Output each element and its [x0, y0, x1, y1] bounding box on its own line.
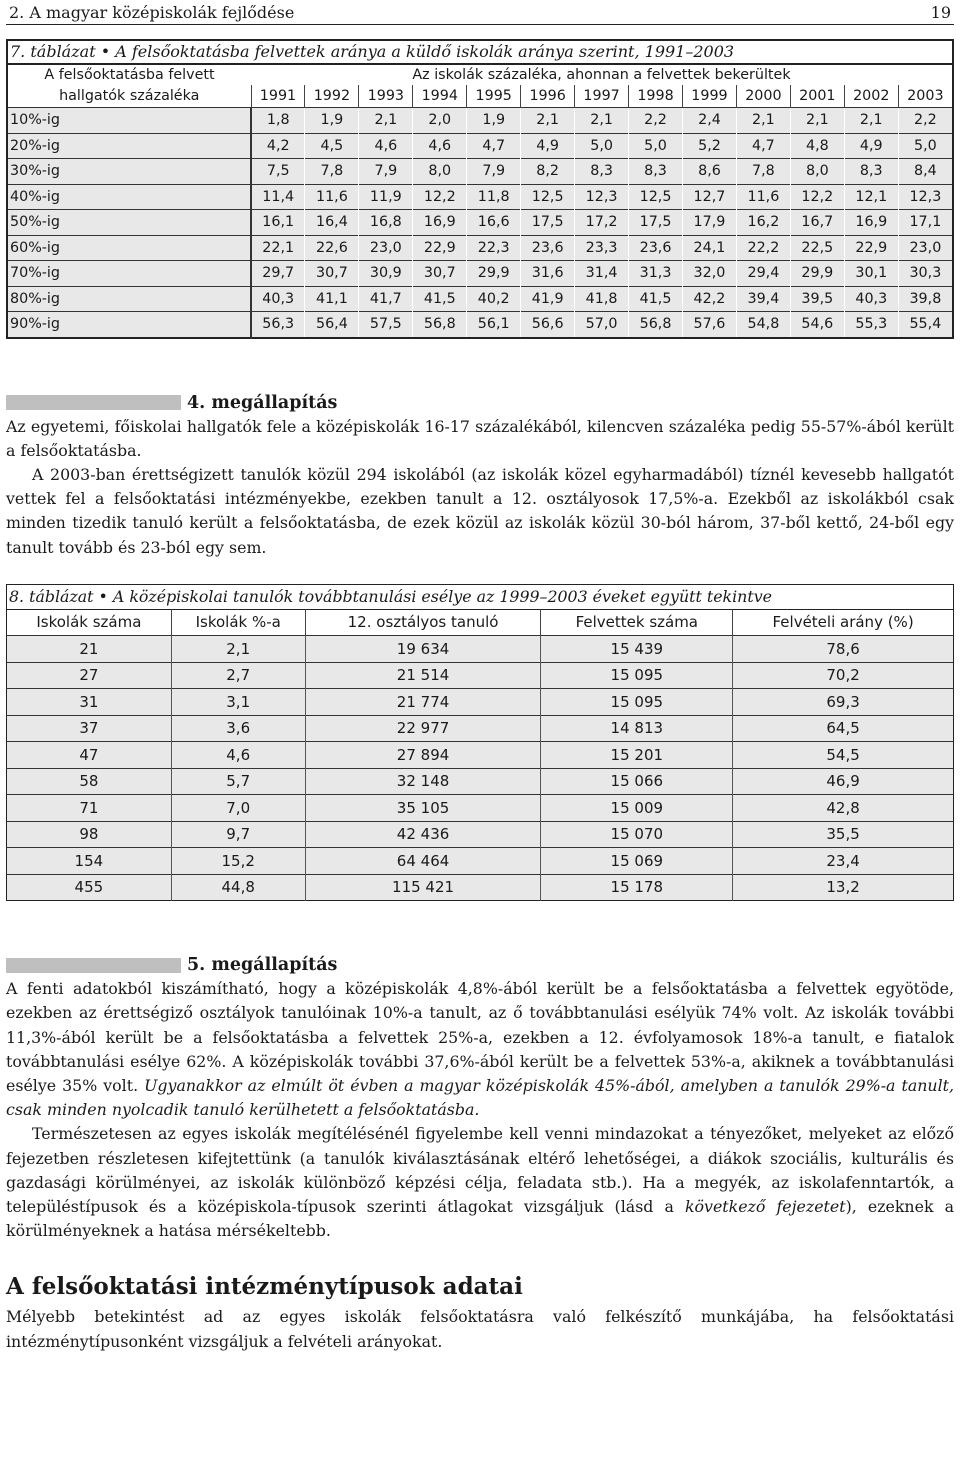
row-header-line2: hallgatók százaléka: [59, 88, 200, 104]
finding-5-p1-italic: Ugyanakkor az elmúlt öt évben a magyar középiskolák 45%-ából, amelyben a tanulók 29%-a tanult, csak minden nyolcadik tanuló kerülhetett a felsőoktatásba.: [6, 1076, 955, 1120]
year-header: 1995: [467, 85, 521, 108]
table-cell: 40,3: [844, 286, 898, 312]
table-cell: 2,1: [171, 636, 305, 663]
table-cell: 14 813: [541, 715, 733, 742]
table-7-caption: 7. táblázat • A felsőoktatásba felvettek aránya a küldő iskolák aránya szerint, 1991–2003: [6, 39, 954, 63]
table-cell: 42,8: [733, 795, 954, 822]
table-cell: 12,2: [413, 184, 467, 210]
column-header: Iskolák száma: [36, 613, 142, 632]
table-cell: 11,6: [305, 184, 359, 210]
column-header: Felvettek száma: [541, 609, 733, 636]
table-cell: 64,5: [733, 715, 954, 742]
table-cell: 5,2: [683, 133, 737, 159]
table-cell: 23,0: [898, 235, 953, 261]
table-cell: 23,0: [359, 235, 413, 261]
table-cell: 17,2: [575, 210, 629, 236]
table-cell: 31,6: [521, 261, 575, 287]
table-cell: 23,4: [733, 848, 954, 875]
table-cell: 71: [7, 795, 172, 822]
table-cell: 40,2: [467, 286, 521, 312]
table-row: [7, 286, 953, 312]
table-cell: 13,2: [733, 874, 954, 901]
table-cell: 57,6: [683, 312, 737, 338]
table-cell: 4,5: [305, 133, 359, 159]
table-cell: 12,5: [521, 184, 575, 210]
table-cell: 56,8: [413, 312, 467, 338]
table-cell: 57,5: [359, 312, 413, 338]
table-cell: 30,7: [305, 261, 359, 287]
table-cell: 4,8: [790, 133, 844, 159]
finding-4: [6, 391, 954, 560]
year-header: 2001: [790, 85, 844, 108]
table-row: [7, 715, 954, 742]
table-cell: 4,9: [521, 133, 575, 159]
chapter-title: 2. A magyar középiskolák fejlődése: [9, 2, 295, 22]
table-cell: 2,7: [171, 662, 305, 689]
table-cell: 5,7: [171, 768, 305, 795]
finding-5: [6, 953, 954, 1243]
table-cell: 17,5: [521, 210, 575, 236]
heading-bar: [6, 395, 181, 410]
table-cell: 11,4: [251, 184, 305, 210]
table-cell: 54,6: [790, 312, 844, 338]
table-cell: 8,0: [413, 159, 467, 185]
table-cell: 2,0: [413, 108, 467, 134]
table-cell: 1,9: [305, 108, 359, 134]
table-cell: 39,5: [790, 286, 844, 312]
table-cell: 41,5: [413, 286, 467, 312]
table-8: [6, 584, 954, 902]
table-cell: 42 436: [305, 821, 541, 848]
table-cell: 22,1: [251, 235, 305, 261]
table-row: [7, 848, 954, 875]
row-label: 10%-ig: [7, 108, 251, 134]
table-row: [7, 689, 954, 716]
table-row: [7, 662, 954, 689]
section-paragraph: Mélyebb betekintést ad az egyes iskolák felsőoktatásra való felkészítő munkájába, ha felsőoktatási intézménytípusonként vizsgáljuk a felvételi arányokat.: [6, 1307, 954, 1351]
document-page: [6, 0, 954, 1354]
table-cell: 3,1: [171, 689, 305, 716]
table-cell: 23,6: [521, 235, 575, 261]
table-cell: 29,7: [251, 261, 305, 287]
row-label: 30%-ig: [7, 159, 251, 185]
heading-bar: [6, 958, 181, 973]
table-cell: 115 421: [305, 874, 541, 901]
finding-4-heading: [6, 391, 954, 415]
row-label: 90%-ig: [7, 312, 251, 338]
table-cell: 17,9: [683, 210, 737, 236]
table-cell: 8,2: [521, 159, 575, 185]
table-cell: 4,7: [467, 133, 521, 159]
row-label: 60%-ig: [7, 235, 251, 261]
table-cell: 2,4: [683, 108, 737, 134]
table-cell: 16,2: [736, 210, 790, 236]
table-cell: 39,8: [898, 286, 953, 312]
table-cell: 31,4: [575, 261, 629, 287]
table-cell: 15 069: [541, 848, 733, 875]
table-cell: 35,5: [733, 821, 954, 848]
table-cell: 30,9: [359, 261, 413, 287]
table-cell: 8,3: [575, 159, 629, 185]
table-cell: 31,3: [629, 261, 683, 287]
table-cell: 8,0: [790, 159, 844, 185]
finding-5-paragraph-2: [6, 1122, 954, 1243]
table-cell: 23,6: [629, 235, 683, 261]
table-cell: 15 066: [541, 768, 733, 795]
table-cell: 41,7: [359, 286, 413, 312]
table-row: [7, 312, 953, 338]
table-cell: 56,3: [251, 312, 305, 338]
table-cell: 15 009: [541, 795, 733, 822]
table-cell: 64 464: [305, 848, 541, 875]
table-cell: 55,4: [898, 312, 953, 338]
table-cell: 55,3: [844, 312, 898, 338]
table-cell: 44,8: [171, 874, 305, 901]
table-cell: 54,8: [736, 312, 790, 338]
table-cell: 54,5: [733, 742, 954, 769]
table-row: [7, 742, 954, 769]
table-cell: 7,8: [736, 159, 790, 185]
table-cell: 17,5: [629, 210, 683, 236]
table-cell: 5,0: [898, 133, 953, 159]
table-cell: 31: [7, 689, 172, 716]
table-cell: 12,3: [575, 184, 629, 210]
table-cell: 22 977: [305, 715, 541, 742]
table-cell: 15 095: [541, 662, 733, 689]
table-cell: 16,8: [359, 210, 413, 236]
table-cell: 35 105: [305, 795, 541, 822]
table-cell: 2,1: [359, 108, 413, 134]
table-cell: 27 894: [305, 742, 541, 769]
table-cell: 16,9: [844, 210, 898, 236]
row-header-line1: A felsőoktatásba felvett: [44, 67, 215, 83]
year-header: 1996: [521, 85, 575, 108]
table-cell: 16,7: [790, 210, 844, 236]
table-cell: 2,1: [521, 108, 575, 134]
table-cell: 58: [7, 768, 172, 795]
year-header: 1994: [413, 85, 467, 108]
table-cell: 22,9: [413, 235, 467, 261]
page-number: 19: [930, 2, 951, 22]
col-group-header: Az iskolák százaléka, ahonnan a felvettek bekerültek: [412, 67, 791, 83]
table-cell: 17,1: [898, 210, 953, 236]
year-header: 1997: [575, 85, 629, 108]
table-cell: 7,9: [467, 159, 521, 185]
table-cell: 42,2: [683, 286, 737, 312]
row-label: 50%-ig: [7, 210, 251, 236]
table-cell: 2,1: [844, 108, 898, 134]
table-cell: 22,6: [305, 235, 359, 261]
table-cell: 12,2: [790, 184, 844, 210]
table-row: [7, 235, 953, 261]
table-cell: 57,0: [575, 312, 629, 338]
table-cell: 32 148: [305, 768, 541, 795]
row-label: 70%-ig: [7, 261, 251, 287]
year-header: 2002: [844, 85, 898, 108]
table-cell: 15 201: [541, 742, 733, 769]
column-header: 12. osztályos tanuló: [305, 609, 541, 636]
table-cell: 56,4: [305, 312, 359, 338]
year-header: 2000: [736, 85, 790, 108]
table-cell: 22,5: [790, 235, 844, 261]
table-cell: 21: [7, 636, 172, 663]
finding-5-p2-tail: ), ezeknek a körülményeknek a hatása mérsékeltebb.: [6, 1197, 954, 1241]
table-cell: 16,4: [305, 210, 359, 236]
table-row: [7, 874, 954, 901]
finding-5-title: 5. megállapítás: [187, 955, 338, 976]
table-cell: 56,6: [521, 312, 575, 338]
table-row: [7, 795, 954, 822]
running-header: [6, 0, 954, 25]
column-header: Iskolák %-a: [171, 609, 305, 636]
finding-4-paragraph-2: A 2003-ban érettségizett tanulók közül 294 iskolából (az iskolák közel egyharmadából) tíznél kevesebb hallgatót vettek fel a felsőoktatási intézményekbe, ezekben tanult a 12. osztályosok 17,5%-a. Ezekből az iskolákból csak minden tizedik tanuló került a felsőoktatásba, de ezek közül az iskolák közül 30-ból három, 37-ből kettő, 24-ből egy tanult tovább és 23-ból egy sem.: [6, 464, 954, 557]
table-cell: 23,3: [575, 235, 629, 261]
finding-5-paragraph-1: [6, 977, 954, 1122]
table-cell: 7,5: [251, 159, 305, 185]
table-cell: 4,9: [844, 133, 898, 159]
table-cell: 30,1: [844, 261, 898, 287]
table-cell: 2,1: [575, 108, 629, 134]
table-cell: 3,6: [171, 715, 305, 742]
table-cell: 21 514: [305, 662, 541, 689]
table-cell: 41,1: [305, 286, 359, 312]
table-row: [7, 159, 953, 185]
year-header: 1998: [629, 85, 683, 108]
table-cell: 1,8: [251, 108, 305, 134]
finding-4-paragraph-1: Az egyetemi, főiskolai hallgatók fele a középiskolák 16-17 százalékából, kilencven százaléka pedig 55-57%-ából került a felsőoktatásba.: [6, 416, 954, 460]
table-cell: 15 439: [541, 636, 733, 663]
table-cell: 9,7: [171, 821, 305, 848]
table-cell: 15 095: [541, 689, 733, 716]
finding-5-p2-text: Természetesen az egyes iskolák megítélésénél figyelembe kell venni mindazokat a tényezőket, melyeket az előző fejezetben részletesen kifejtettünk (a tanulók kiválasztásának eltérő lehetőségei, a diákok szociális, kulturális és gazdasági körülményei, az iskolák különböző képzési célja, feladata stb.). Ha a megyék, az iskolafenntartók, a településtípusok és a középiskola-típusok szerinti átlagokat vizsgáljuk (lásd a: [6, 1124, 954, 1217]
table-row: [7, 768, 954, 795]
row-label: 80%-ig: [7, 286, 251, 312]
table-cell: 4,2: [251, 133, 305, 159]
table-cell: 32,0: [683, 261, 737, 287]
table-cell: 56,1: [467, 312, 521, 338]
table-cell: 46,9: [733, 768, 954, 795]
table-cell: 78,6: [733, 636, 954, 663]
table-cell: 41,9: [521, 286, 575, 312]
table-cell: 30,7: [413, 261, 467, 287]
table-row: [7, 636, 954, 663]
table-cell: 30,3: [898, 261, 953, 287]
table-cell: 24,1: [683, 235, 737, 261]
table-cell: 29,4: [736, 261, 790, 287]
table-cell: 29,9: [790, 261, 844, 287]
table-cell: 12,1: [844, 184, 898, 210]
table-cell: 8,3: [844, 159, 898, 185]
finding-4-title: 4. megállapítás: [187, 392, 338, 413]
table-cell: 8,4: [898, 159, 953, 185]
table-row: [7, 261, 953, 287]
table-cell: 37: [7, 715, 172, 742]
table-cell: 39,4: [736, 286, 790, 312]
table-cell: 4,6: [413, 133, 467, 159]
table-cell: 12,5: [629, 184, 683, 210]
table-cell: 22,3: [467, 235, 521, 261]
column-header: Felvételi arány (%): [733, 609, 954, 636]
table-cell: 15 070: [541, 821, 733, 848]
table-cell: 1,9: [467, 108, 521, 134]
table-cell: 12,7: [683, 184, 737, 210]
table-cell: 47: [7, 742, 172, 769]
table-cell: 8,3: [629, 159, 683, 185]
table-cell: 2,2: [898, 108, 953, 134]
table-cell: 41,5: [629, 286, 683, 312]
table-cell: 19 634: [305, 636, 541, 663]
table-cell: 27: [7, 662, 172, 689]
table-cell: 16,9: [413, 210, 467, 236]
year-header: 1999: [683, 85, 737, 108]
table-cell: 22,2: [736, 235, 790, 261]
table-cell: 22,9: [844, 235, 898, 261]
table-cell: 11,8: [467, 184, 521, 210]
table-8-caption: 8. táblázat • A középiskolai tanulók továbbtanulási esélye az 1999–2003 éveket együtt tekintve: [6, 584, 954, 609]
table-cell: 11,6: [736, 184, 790, 210]
table-cell: 2,1: [736, 108, 790, 134]
table-row: [7, 184, 953, 210]
finding-5-p1-text: A fenti adatokból kiszámítható, hogy a középiskolák 4,8%-ából került be a felsőoktatásba a felvettek egyötöde, ezekben az érettségiző osztályok tanulóinak 10%-a tanult, az ő továbbtanulási esélyük 74% volt. Az iskolák további 11,3%-ából került be a felsőoktatásba a felvettek 25%-a, ezekben a 12. évfolyamosok 18%-a tanult, e fiatalok továbbtanulási esélye 62%. A középiskolák további 37,6%-ából került be a felvettek 53%-a, akiknek a továbbtanulási esélye 35% volt.: [6, 979, 954, 1096]
table-row: [7, 821, 954, 848]
table-cell: 56,8: [629, 312, 683, 338]
table-cell: 16,1: [251, 210, 305, 236]
table-cell: 16,6: [467, 210, 521, 236]
table-cell: 7,0: [171, 795, 305, 822]
table-cell: 5,0: [575, 133, 629, 159]
table-cell: 8,6: [683, 159, 737, 185]
table-cell: 7,9: [359, 159, 413, 185]
year-header: 2003: [898, 85, 953, 108]
year-header: 1993: [359, 85, 413, 108]
row-label: 20%-ig: [7, 133, 251, 159]
year-header: 1992: [305, 85, 359, 108]
finding-5-p2-italic: következő fejezetet: [684, 1197, 846, 1217]
table-cell: 15,2: [171, 848, 305, 875]
table-cell: 455: [7, 874, 172, 901]
table-row: [7, 210, 953, 236]
table-7: [6, 39, 954, 339]
table-cell: 4,6: [171, 742, 305, 769]
table-cell: 11,9: [359, 184, 413, 210]
table-cell: 2,1: [790, 108, 844, 134]
table-cell: 29,9: [467, 261, 521, 287]
year-header: 1991: [251, 85, 305, 108]
table-cell: 40,3: [251, 286, 305, 312]
table-cell: 4,6: [359, 133, 413, 159]
table-cell: 41,8: [575, 286, 629, 312]
table-cell: 5,0: [629, 133, 683, 159]
table-row: [7, 133, 953, 159]
table-row: [7, 108, 953, 134]
table-cell: 154: [7, 848, 172, 875]
row-label: 40%-ig: [7, 184, 251, 210]
section-title: A felsőoktatási intézménytípusok adatai: [6, 1273, 523, 1301]
table-cell: 69,3: [733, 689, 954, 716]
table-cell: 4,7: [736, 133, 790, 159]
table-cell: 70,2: [733, 662, 954, 689]
table-cell: 12,3: [898, 184, 953, 210]
table-cell: 7,8: [305, 159, 359, 185]
table-cell: 2,2: [629, 108, 683, 134]
table-cell: 21 774: [305, 689, 541, 716]
finding-5-heading: [6, 953, 954, 977]
table-cell: 15 178: [541, 874, 733, 901]
table-cell: 98: [7, 821, 172, 848]
